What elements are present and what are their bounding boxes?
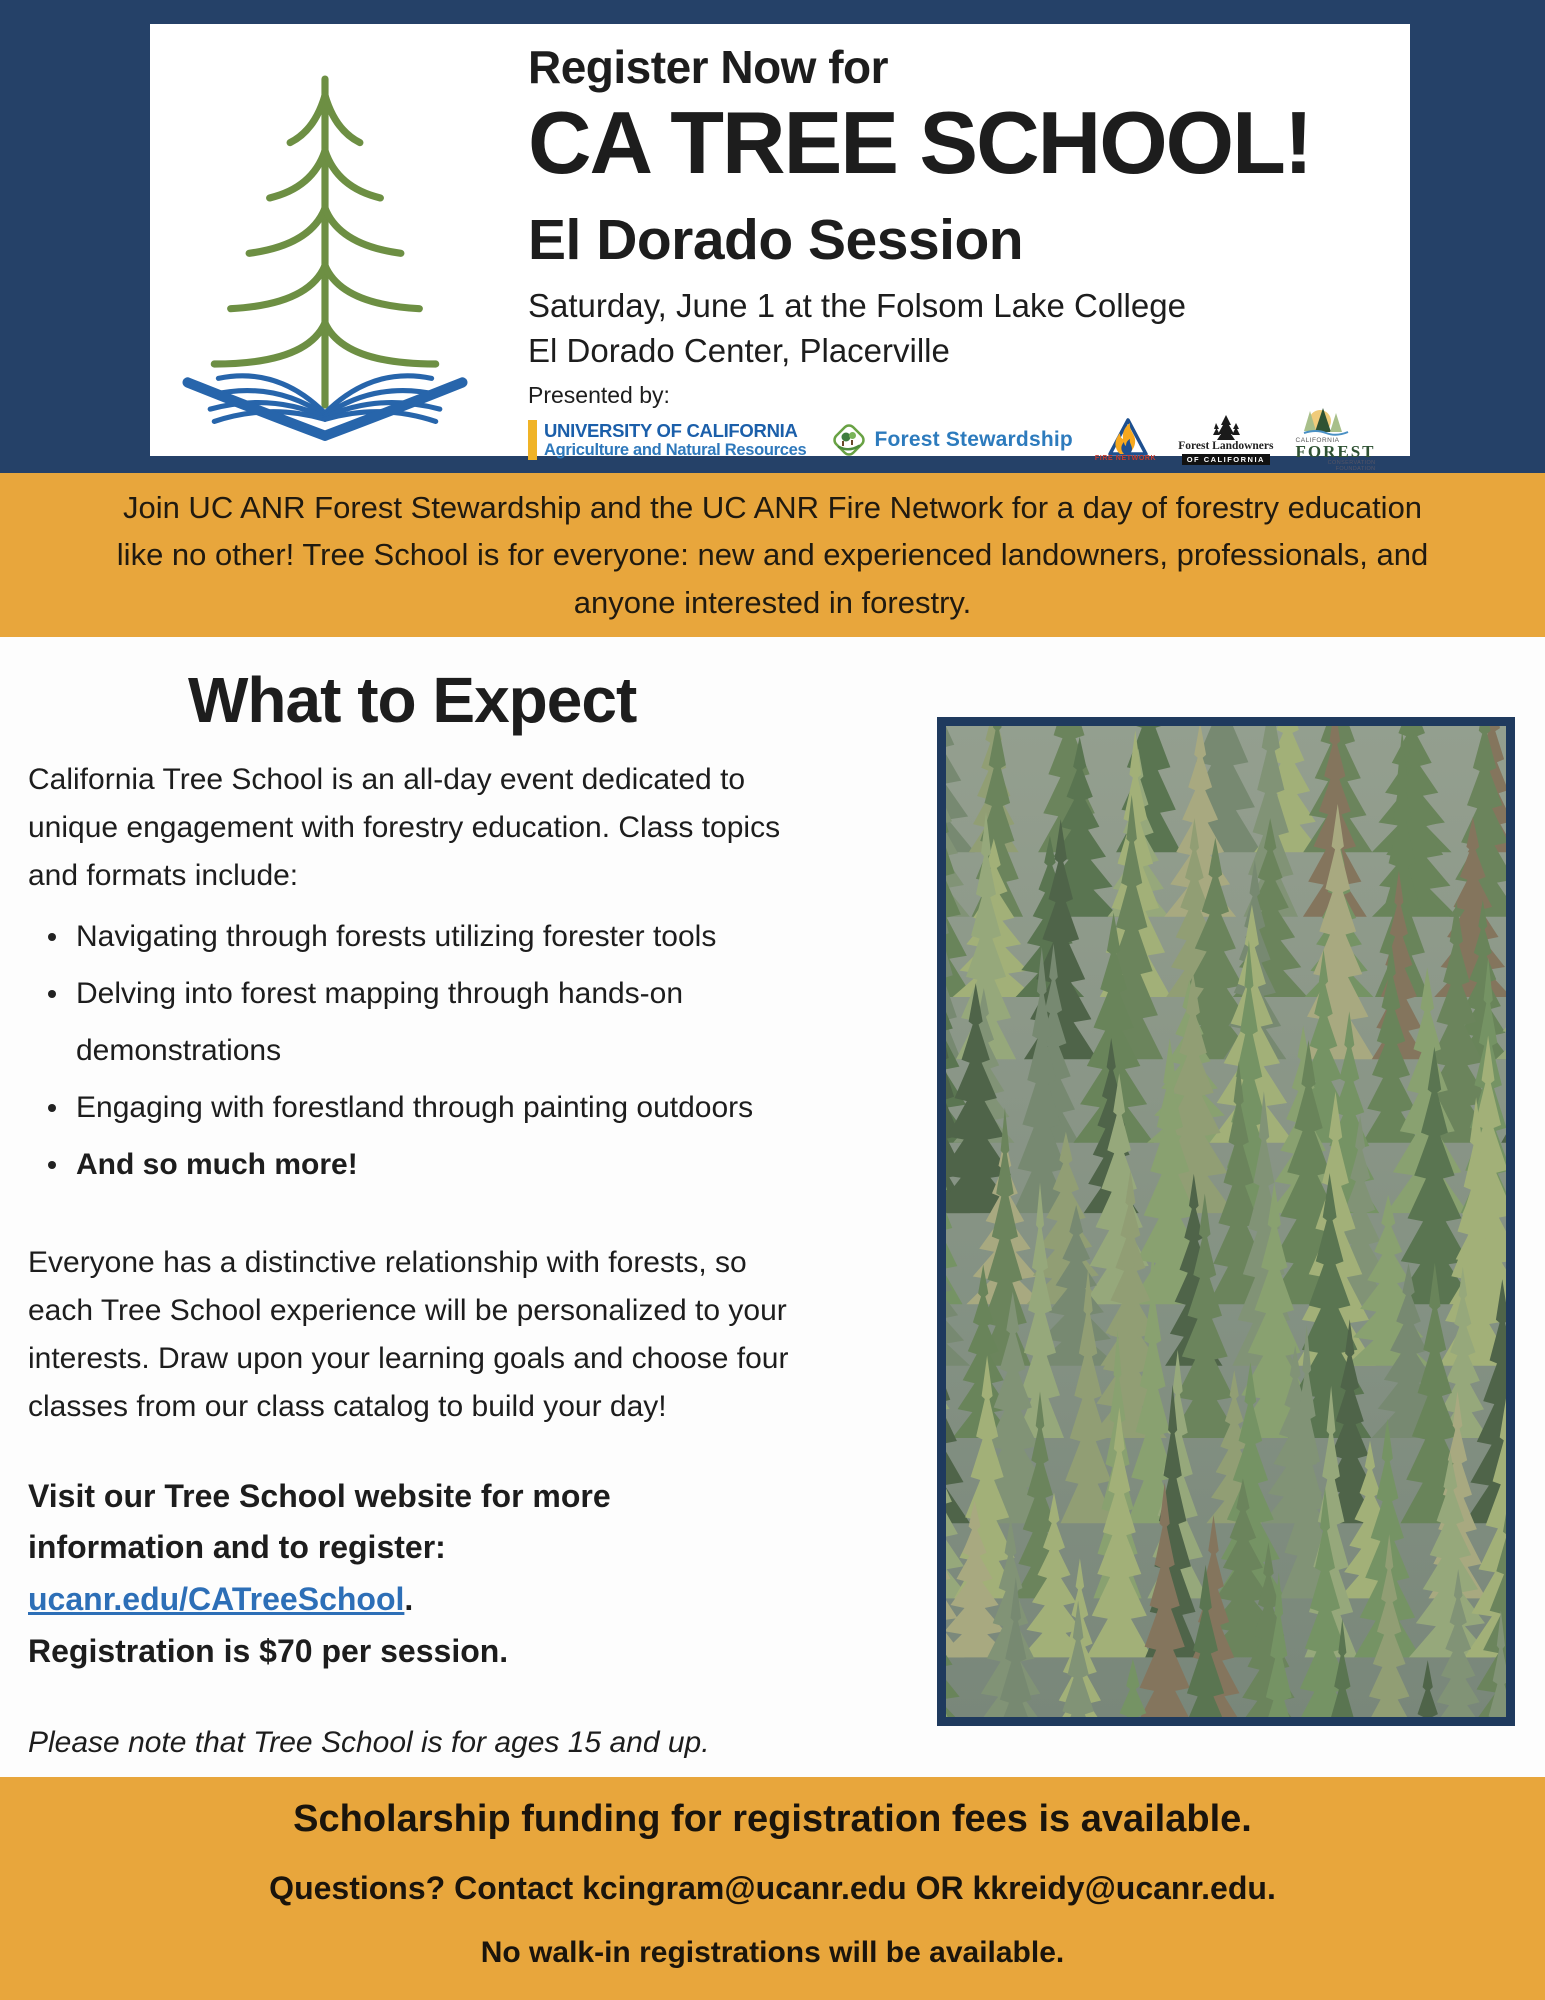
intro-paragraph-line: unique engagement with forestry education. Class topics [28, 810, 781, 844]
registration-block [28, 1471, 913, 1678]
list-item [28, 908, 913, 965]
uc-anr-division: Agriculture and Natural Resources [544, 440, 807, 459]
bullet-text: Delving into forest mapping through hands-on [76, 976, 684, 1010]
list-item [28, 1136, 913, 1193]
personalize-paragraph-line: classes from our class catalog to build your day! [28, 1389, 667, 1423]
ca-forest-foundation-icon [1296, 407, 1352, 437]
registration-cta-line: information and to register: [28, 1529, 446, 1566]
fire-network-icon [1103, 417, 1149, 457]
uc-anr-gold-bar [528, 420, 537, 460]
sponsor-logo-row [528, 414, 1388, 473]
ca-forest-foundation-logo [1296, 407, 1376, 473]
ca-forest-foundation-state: CALIFORNIA [1295, 436, 1340, 444]
intro-paragraph-line: and formats include: [28, 858, 299, 892]
registration-cta-line: Visit our Tree School website for more [28, 1477, 611, 1514]
bullet-text: Engaging with forestland through painting outdoors [76, 1090, 754, 1124]
section-heading: What to Expect [188, 664, 637, 736]
forest-photo [937, 717, 1515, 1726]
header-card [150, 24, 1410, 473]
contact-line: Questions? Contact kcingram@ucanr.edu OR kkreidy@ucanr.edu. [269, 1870, 1276, 1906]
header-background [0, 0, 1545, 473]
registration-link-line [28, 1574, 913, 1626]
personalize-paragraph-line: each Tree School experience will be personalized to your [28, 1293, 787, 1327]
fire-network-label: FIRE NETWORK [1094, 455, 1157, 463]
session-subtitle: El Dorado Session [528, 208, 1024, 273]
link-period: . [404, 1581, 414, 1618]
uc-anr-logo [528, 420, 806, 460]
forest-stewardship-label: Forest Stewardship [874, 427, 1073, 451]
intro-banner [0, 473, 1545, 637]
uc-anr-name: UNIVERSITY OF CALIFORNIA [544, 419, 798, 441]
presented-by-label: Presented by: [528, 382, 670, 409]
register-now-line: Register Now for [528, 41, 889, 93]
forest-landowners-sublabel: OF CALIFORNIA [1182, 454, 1270, 465]
intro-banner-line: Join UC ANR Forest Stewardship and the UC ANR Fire Network for a day of forestry education [122, 490, 1423, 526]
page-title: CA TREE SCHOOL! [528, 92, 1312, 192]
walkin-line: No walk-in registrations will be available. [480, 1936, 1065, 1969]
tree-school-link[interactable]: ucanr.edu/CATreeSchool [28, 1581, 405, 1618]
bullet-text: And so much more! [76, 1147, 358, 1181]
ca-forest-foundation-sub2: FOUNDATION [1335, 466, 1376, 473]
event-location-line: El Dorado Center, Placerville [528, 331, 950, 369]
forest-landowners-label: Forest Landowners [1178, 439, 1274, 452]
forest-stewardship-logo [828, 419, 1072, 461]
intro-banner-line: anyone interested in forestry. [573, 584, 972, 620]
footer-banner [0, 1777, 1545, 2000]
bullet-text: demonstrations [76, 1033, 282, 1067]
registration-price-line: Registration is $70 per session. [28, 1633, 509, 1670]
event-date-location [528, 284, 1388, 373]
tree-book-logo-icon [160, 36, 490, 446]
event-date-line: Saturday, June 1 at the Folsom Lake College [528, 287, 1186, 325]
forest-landowners-icon [1211, 415, 1241, 441]
intro-paragraph-line: California Tree School is an all-day event dedicated to [28, 762, 746, 796]
personalize-paragraph-line: Everyone has a distinctive relationship with forests, so [28, 1245, 747, 1279]
fire-network-logo [1095, 417, 1156, 462]
forest-landowners-logo [1178, 415, 1273, 466]
content-column [28, 664, 913, 1760]
personalize-paragraph [28, 1239, 913, 1431]
bullet-text: Navigating through forests utilizing forester tools [76, 919, 717, 953]
intro-banner-line: like no other! Tree School is for everyone: new and experienced landowners, professionals, and [116, 537, 1429, 573]
scholarship-line: Scholarship funding for registration fees is available. [293, 1798, 1252, 1840]
personalize-paragraph-line: interests. Draw upon your learning goals and choose four [28, 1341, 789, 1375]
class-topics-list [28, 908, 913, 1193]
ca-forest-foundation-sub1: CONSERVATION [1327, 459, 1376, 466]
list-item [28, 965, 913, 1079]
header-text-block [528, 41, 1388, 473]
ca-forest-foundation-name: FOREST [1295, 442, 1376, 462]
age-note: Please note that Tree School is for ages 15 and up. [28, 1725, 710, 1759]
intro-paragraph [28, 756, 913, 900]
forest-stewardship-icon [828, 419, 870, 461]
list-item [28, 1079, 913, 1136]
